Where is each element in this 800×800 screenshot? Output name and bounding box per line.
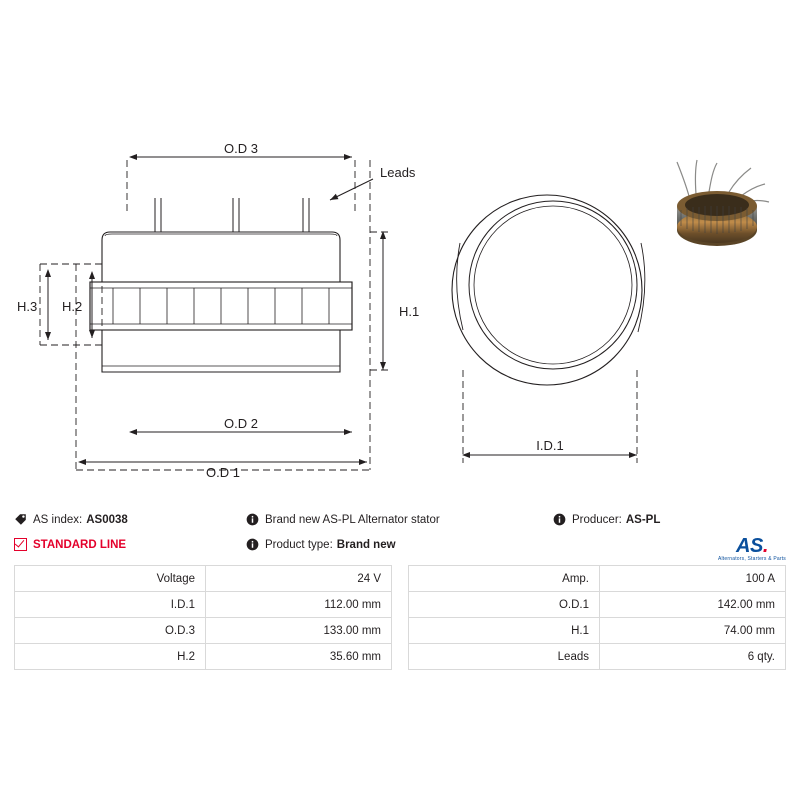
producer-label: Producer:	[572, 513, 622, 526]
label-od2: O.D 2	[224, 416, 258, 431]
spec-label: O.D.1	[409, 592, 600, 618]
as-index-label: AS index:	[33, 513, 83, 526]
info-icon	[553, 513, 566, 526]
label-od3: O.D 3	[224, 141, 258, 156]
as-index-line	[14, 513, 128, 526]
spec-label: Amp.	[409, 566, 600, 592]
table-row	[409, 644, 786, 670]
description-line	[246, 513, 440, 526]
spec-label: Leads	[409, 644, 600, 670]
tag-icon	[14, 513, 27, 526]
product-type-label: Product type:	[265, 538, 333, 551]
spec-value: 24 V	[206, 566, 392, 592]
label-leads: Leads	[380, 165, 416, 180]
as-index-value: AS0038	[86, 513, 128, 526]
table-row	[409, 592, 786, 618]
info-icon	[246, 538, 259, 551]
table-row	[409, 566, 786, 592]
spec-label: H.1	[409, 618, 600, 644]
brand-logo	[718, 537, 786, 562]
producer-value: AS-PL	[625, 513, 661, 526]
standard-line-label: STANDARD LINE	[33, 538, 127, 551]
spec-label: O.D.3	[15, 618, 206, 644]
label-h1: H.1	[399, 304, 420, 319]
label-od1: O.D 1	[206, 465, 240, 480]
spec-label: H.2	[15, 644, 206, 670]
table-row	[15, 566, 392, 592]
producer-line	[553, 513, 660, 526]
label-h2: H.2	[62, 299, 83, 314]
spec-value: 112.00 mm	[206, 592, 392, 618]
product-photo	[655, 150, 780, 260]
logo-text	[718, 537, 786, 555]
info-block	[0, 505, 800, 565]
check-box-icon	[14, 538, 27, 551]
product-type-value: Brand new	[336, 538, 396, 551]
spec-label: I.D.1	[15, 592, 206, 618]
table-row	[15, 592, 392, 618]
product-type-line	[246, 538, 396, 551]
label-h3: H.3	[17, 299, 38, 314]
spec-table-right	[408, 565, 786, 670]
spec-value: 6 qty.	[600, 644, 786, 670]
table-row	[409, 618, 786, 644]
label-id1: I.D.1	[536, 438, 564, 453]
spec-table-left	[14, 565, 392, 670]
spec-label: Voltage	[15, 566, 206, 592]
logo-dot: .	[762, 535, 768, 557]
description-text: Brand new AS-PL Alternator stator	[265, 513, 440, 526]
info-icon	[246, 513, 259, 526]
specifications	[14, 565, 786, 670]
spec-value: 133.00 mm	[206, 618, 392, 644]
logo-name: AS	[736, 535, 763, 557]
table-row	[15, 618, 392, 644]
logo-tagline: Alternators, Starters & Parts	[717, 556, 786, 562]
spec-value: 142.00 mm	[600, 592, 786, 618]
spec-value: 74.00 mm	[600, 618, 786, 644]
table-row	[15, 644, 392, 670]
spec-value: 35.60 mm	[206, 644, 392, 670]
spec-value: 100 A	[600, 566, 786, 592]
standard-line-badge	[14, 538, 126, 551]
